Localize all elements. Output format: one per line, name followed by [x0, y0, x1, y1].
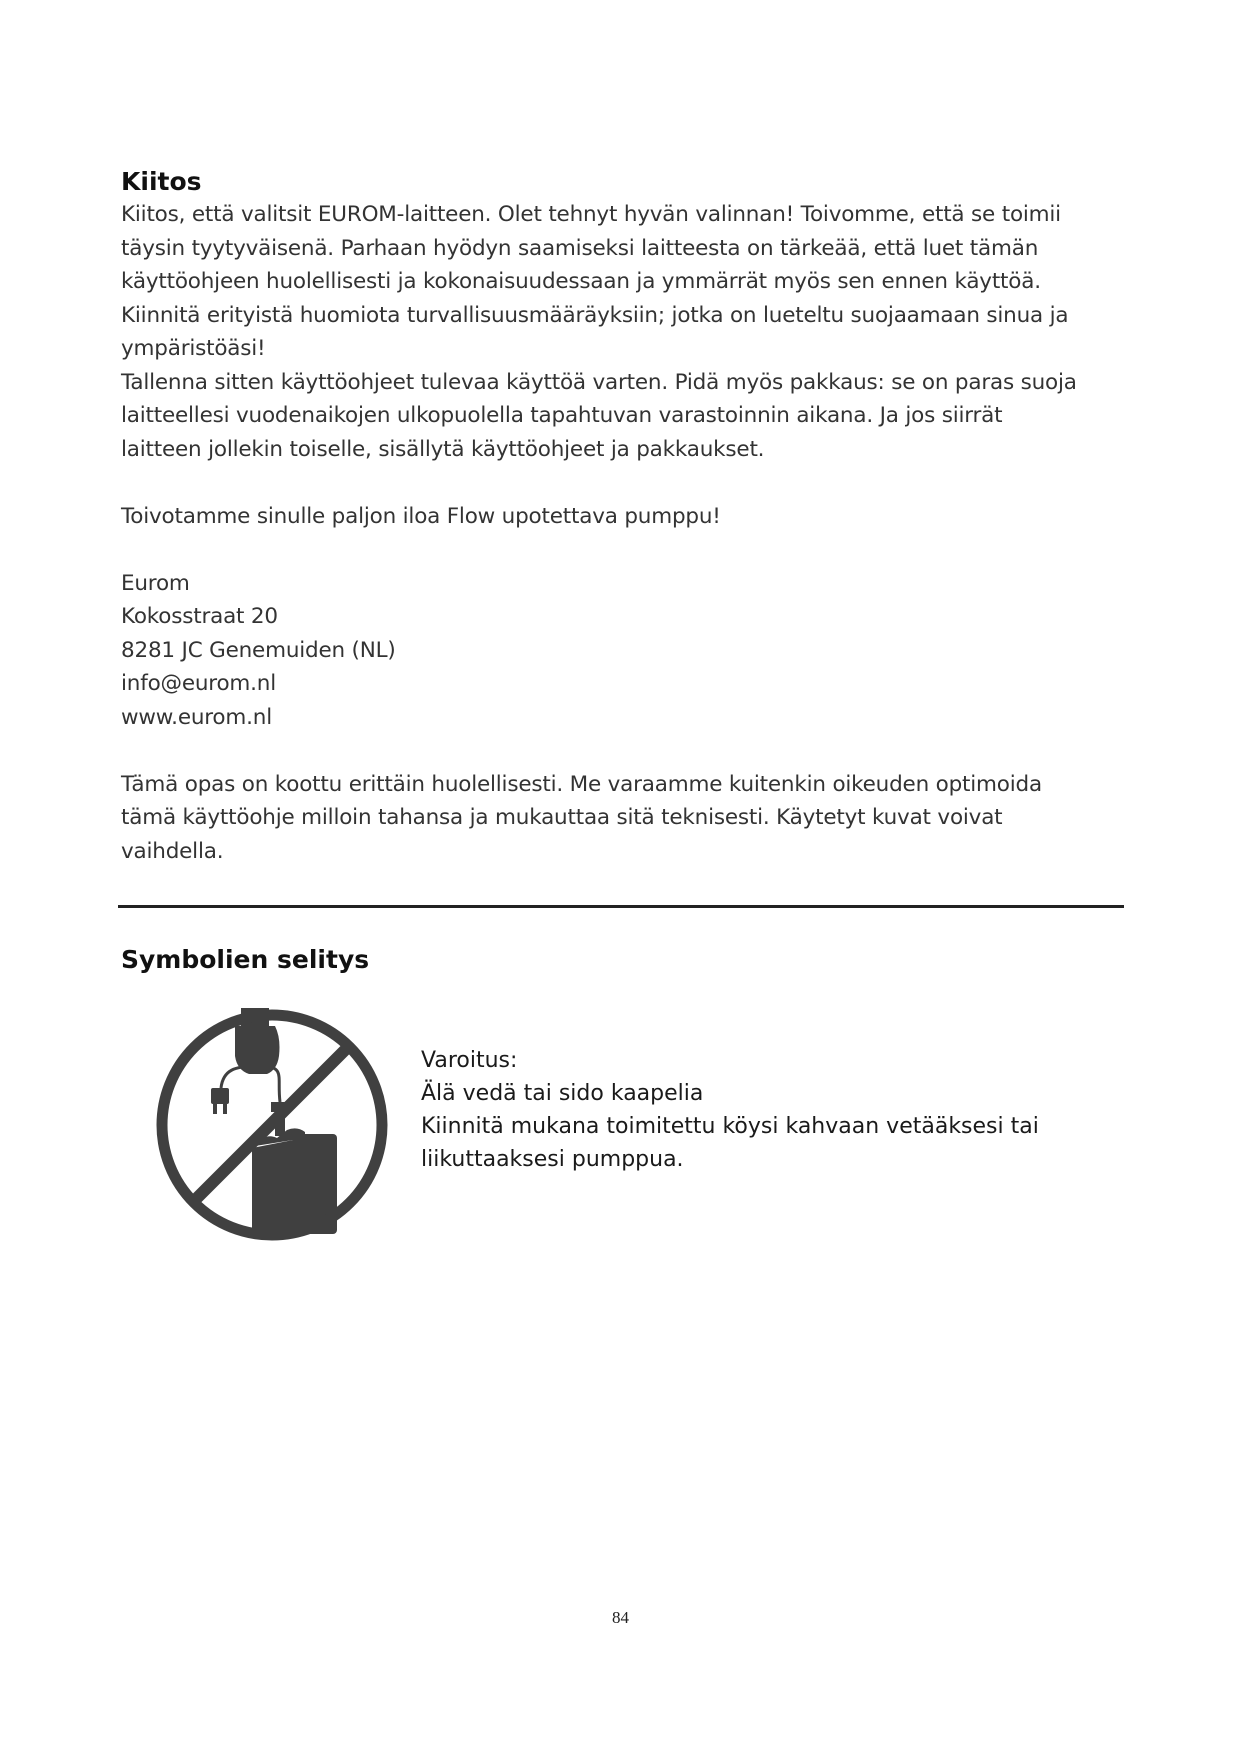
- thanks-line: Kiinnitä erityistä huomiota turvallisuusmääräyksiin; jotka on lueteltu suojaamaan sinua ja: [121, 302, 1069, 328]
- warning-title: Varoitus:: [421, 1048, 518, 1073]
- thanks-line: laitteellesi vuodenaikojen ulkopuolella tapahtuvan varastoinnin aikana. Ja jos siirrät: [121, 403, 1003, 428]
- email-address: info@eurom.nl: [121, 671, 276, 696]
- disclaimer-line: vaihdella.: [121, 838, 224, 864]
- symbols-heading: Symbolien selitys: [121, 945, 370, 974]
- disclaimer-line: Tämä opas on koottu erittäin huolellisesti. Me varaamme kuitenkin oikeuden optimoida: [121, 771, 1042, 797]
- no-pull-cable-icon: [145, 1008, 399, 1242]
- thanks-line: ympäristöäsi!: [121, 336, 266, 361]
- warning-line: Kiinnitä mukana toimitettu köysi kahvaan vetääksesi tai: [421, 1114, 1039, 1139]
- warning-text: [421, 1044, 1061, 1176]
- thanks-heading: Kiitos: [121, 167, 202, 196]
- thanks-body: [121, 198, 1131, 466]
- disclaimer: [121, 768, 1131, 869]
- website-address: www.eurom.nl: [121, 704, 272, 730]
- thanks-line: täysin tyytyväisenä. Parhaan hyödyn saamiseksi laitteesta on tärkeää, että luet tämän: [121, 235, 1039, 261]
- warning-line: Älä vedä tai sido kaapelia: [421, 1081, 704, 1106]
- thanks-line: Tallenna sitten käyttöohjeet tulevaa käyttöä varten. Pidä myös pakkaus: se on paras suoja: [121, 369, 1077, 395]
- warning-line: liikuttaaksesi pumppua.: [421, 1147, 684, 1172]
- thanks-line: laitteen jollekin toiselle, sisällytä käyttöohjeet ja pakkaukset.: [121, 436, 765, 462]
- thanks-line: käyttöohjeen huolellisesti ja kokonaisuudessaan ja ymmärrät myös sen ennen käyttöä.: [121, 269, 1041, 294]
- section-divider: [118, 905, 1124, 908]
- thanks-line: Kiitos, että valitsit EUROM-laitteen. Olet tehnyt hyvän valinnan! Toivomme, että se toimii: [121, 202, 1061, 227]
- company-name: Eurom: [121, 570, 190, 596]
- wish-line: Toivotamme sinulle paljon iloa Flow upotettava pumppu!: [121, 503, 721, 529]
- symbols-section: [121, 944, 369, 976]
- city-address: 8281 JC Genemuiden (NL): [121, 637, 396, 663]
- thanks-section: [121, 166, 1131, 868]
- disclaimer-line: tämä käyttöohje milloin tahansa ja mukauttaa sitä teknisesti. Käytetyt kuvat voivat: [121, 805, 1003, 830]
- page-number: 84: [612, 1608, 629, 1627]
- street-address: Kokosstraat 20: [121, 604, 278, 629]
- company-address: [121, 567, 1131, 735]
